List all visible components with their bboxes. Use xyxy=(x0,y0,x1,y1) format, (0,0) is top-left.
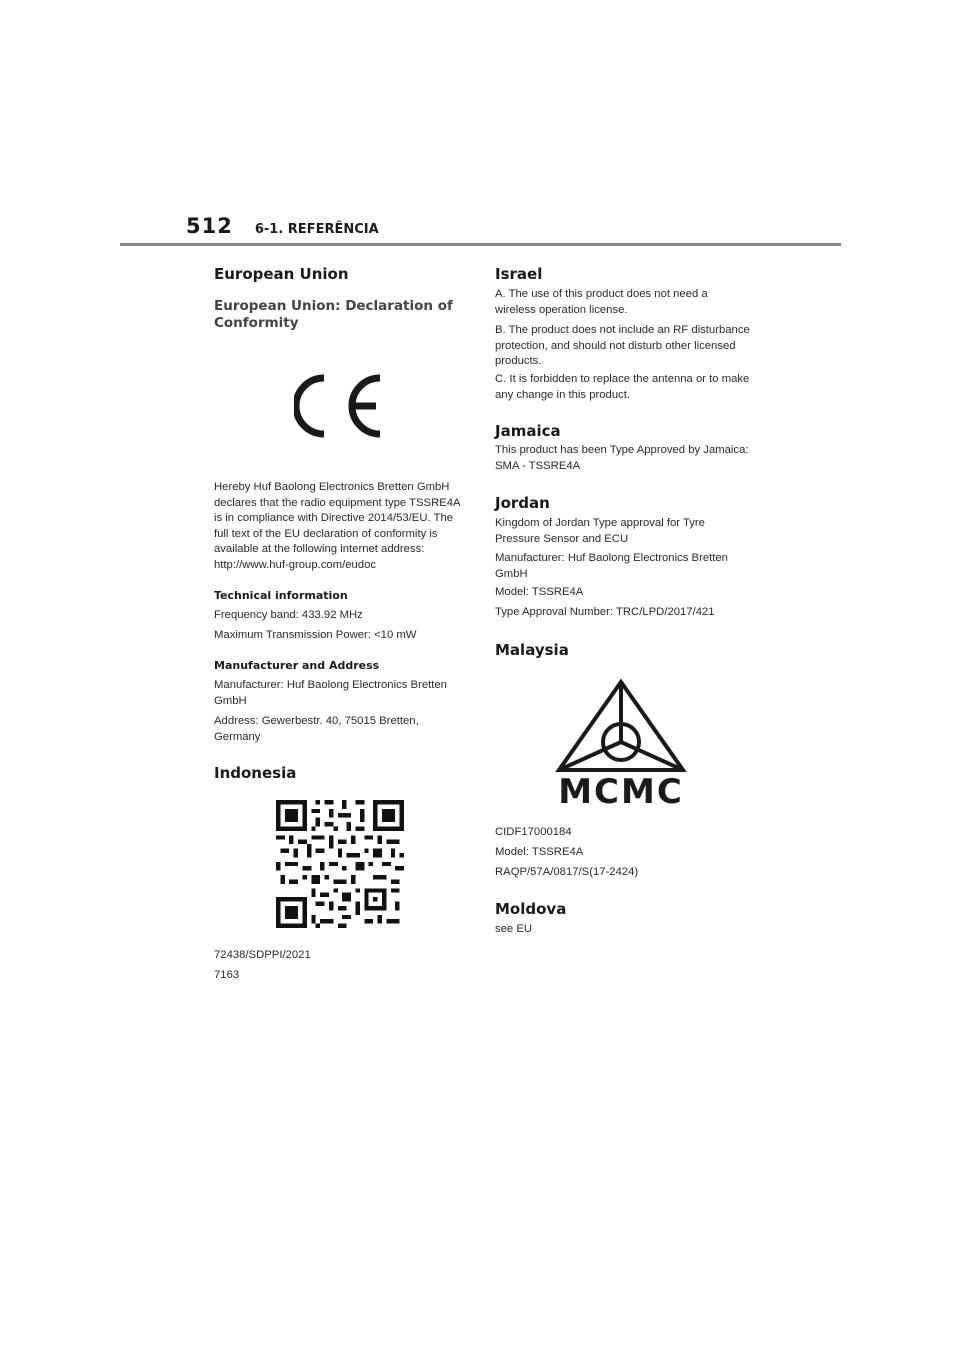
jamaica-heading: Jamaica xyxy=(495,422,561,440)
malaysia-raqp: RAQP/57A/0817/S(17-2424) xyxy=(495,866,639,878)
jordan-manufacturer: Manufacturer: Huf Baolong Electronics Bretten GmbH xyxy=(495,552,728,580)
malaysia-cidf: CIDF17000184 xyxy=(495,826,572,838)
eu-heading: European Union xyxy=(214,265,349,283)
indonesia-code-2: 7163 xyxy=(214,969,240,981)
indonesia-heading: Indonesia xyxy=(214,764,297,782)
israel-clause-c: C. It is forbidden to replace the antenna or to make any change in this product. xyxy=(495,373,750,401)
jordan-type-approval: Kingdom of Jordan Type approval for Tyre Pressure Sensor and ECU xyxy=(495,517,705,545)
technical-info-heading: Technical information xyxy=(214,589,348,602)
page-header xyxy=(186,214,379,238)
transmission-power-text: Maximum Transmission Power: <10 mW xyxy=(214,629,417,641)
malaysia-heading: Malaysia xyxy=(495,641,569,659)
header-divider xyxy=(120,243,841,246)
ce-mark-icon xyxy=(294,374,388,438)
mcmc-logo-icon xyxy=(547,678,695,806)
manufacturer-heading: Manufacturer and Address xyxy=(214,659,380,672)
manufacturer-name-text: Manufacturer: Huf Baolong Electronics Bretten GmbH xyxy=(214,679,447,707)
malaysia-model: Model: TSSRE4A xyxy=(495,846,584,858)
page-number: 512 xyxy=(186,214,233,238)
jordan-heading: Jordan xyxy=(495,494,550,512)
frequency-band-text: Frequency band: 433.92 MHz xyxy=(214,609,363,621)
manufacturer-address-text: Address: Gewerbestr. 40, 75015 Bretten, Germany xyxy=(214,715,419,743)
mcmc-logo-text: MCMC xyxy=(558,772,684,806)
chapter-title: 6-1. REFERÊNCIA xyxy=(254,222,379,237)
israel-heading: Israel xyxy=(495,265,543,283)
jordan-model: Model: TSSRE4A xyxy=(495,586,584,598)
israel-clause-b: B. The product does not include an RF disturbance protection, and should not disturb other licensed products. xyxy=(495,324,750,367)
jordan-approval-number: Type Approval Number: TRC/LPD/2017/421 xyxy=(495,606,715,618)
moldova-text: see EU xyxy=(495,923,533,935)
eu-subheading: European Union: Declaration of Conformity xyxy=(214,298,453,331)
israel-clause-a: A. The use of this product does not need a wireless operation license. xyxy=(495,288,708,316)
qr-code-icon xyxy=(276,800,404,928)
moldova-heading: Moldova xyxy=(495,900,567,918)
jamaica-text: This product has been Type Approved by Jamaica: SMA - TSSRE4A xyxy=(495,444,749,472)
indonesia-code-1: 72438/SDPPI/2021 xyxy=(214,949,311,961)
eu-declaration-text: Hereby Huf Baolong Electronics Bretten GmbH declares that the radio equipment type TSSRE4A is in compliance with Directive 2014/53/EU. The full text of the EU declaration of conformity is available at the following internet address: http://www.huf-group.com/eudoc xyxy=(214,481,460,571)
